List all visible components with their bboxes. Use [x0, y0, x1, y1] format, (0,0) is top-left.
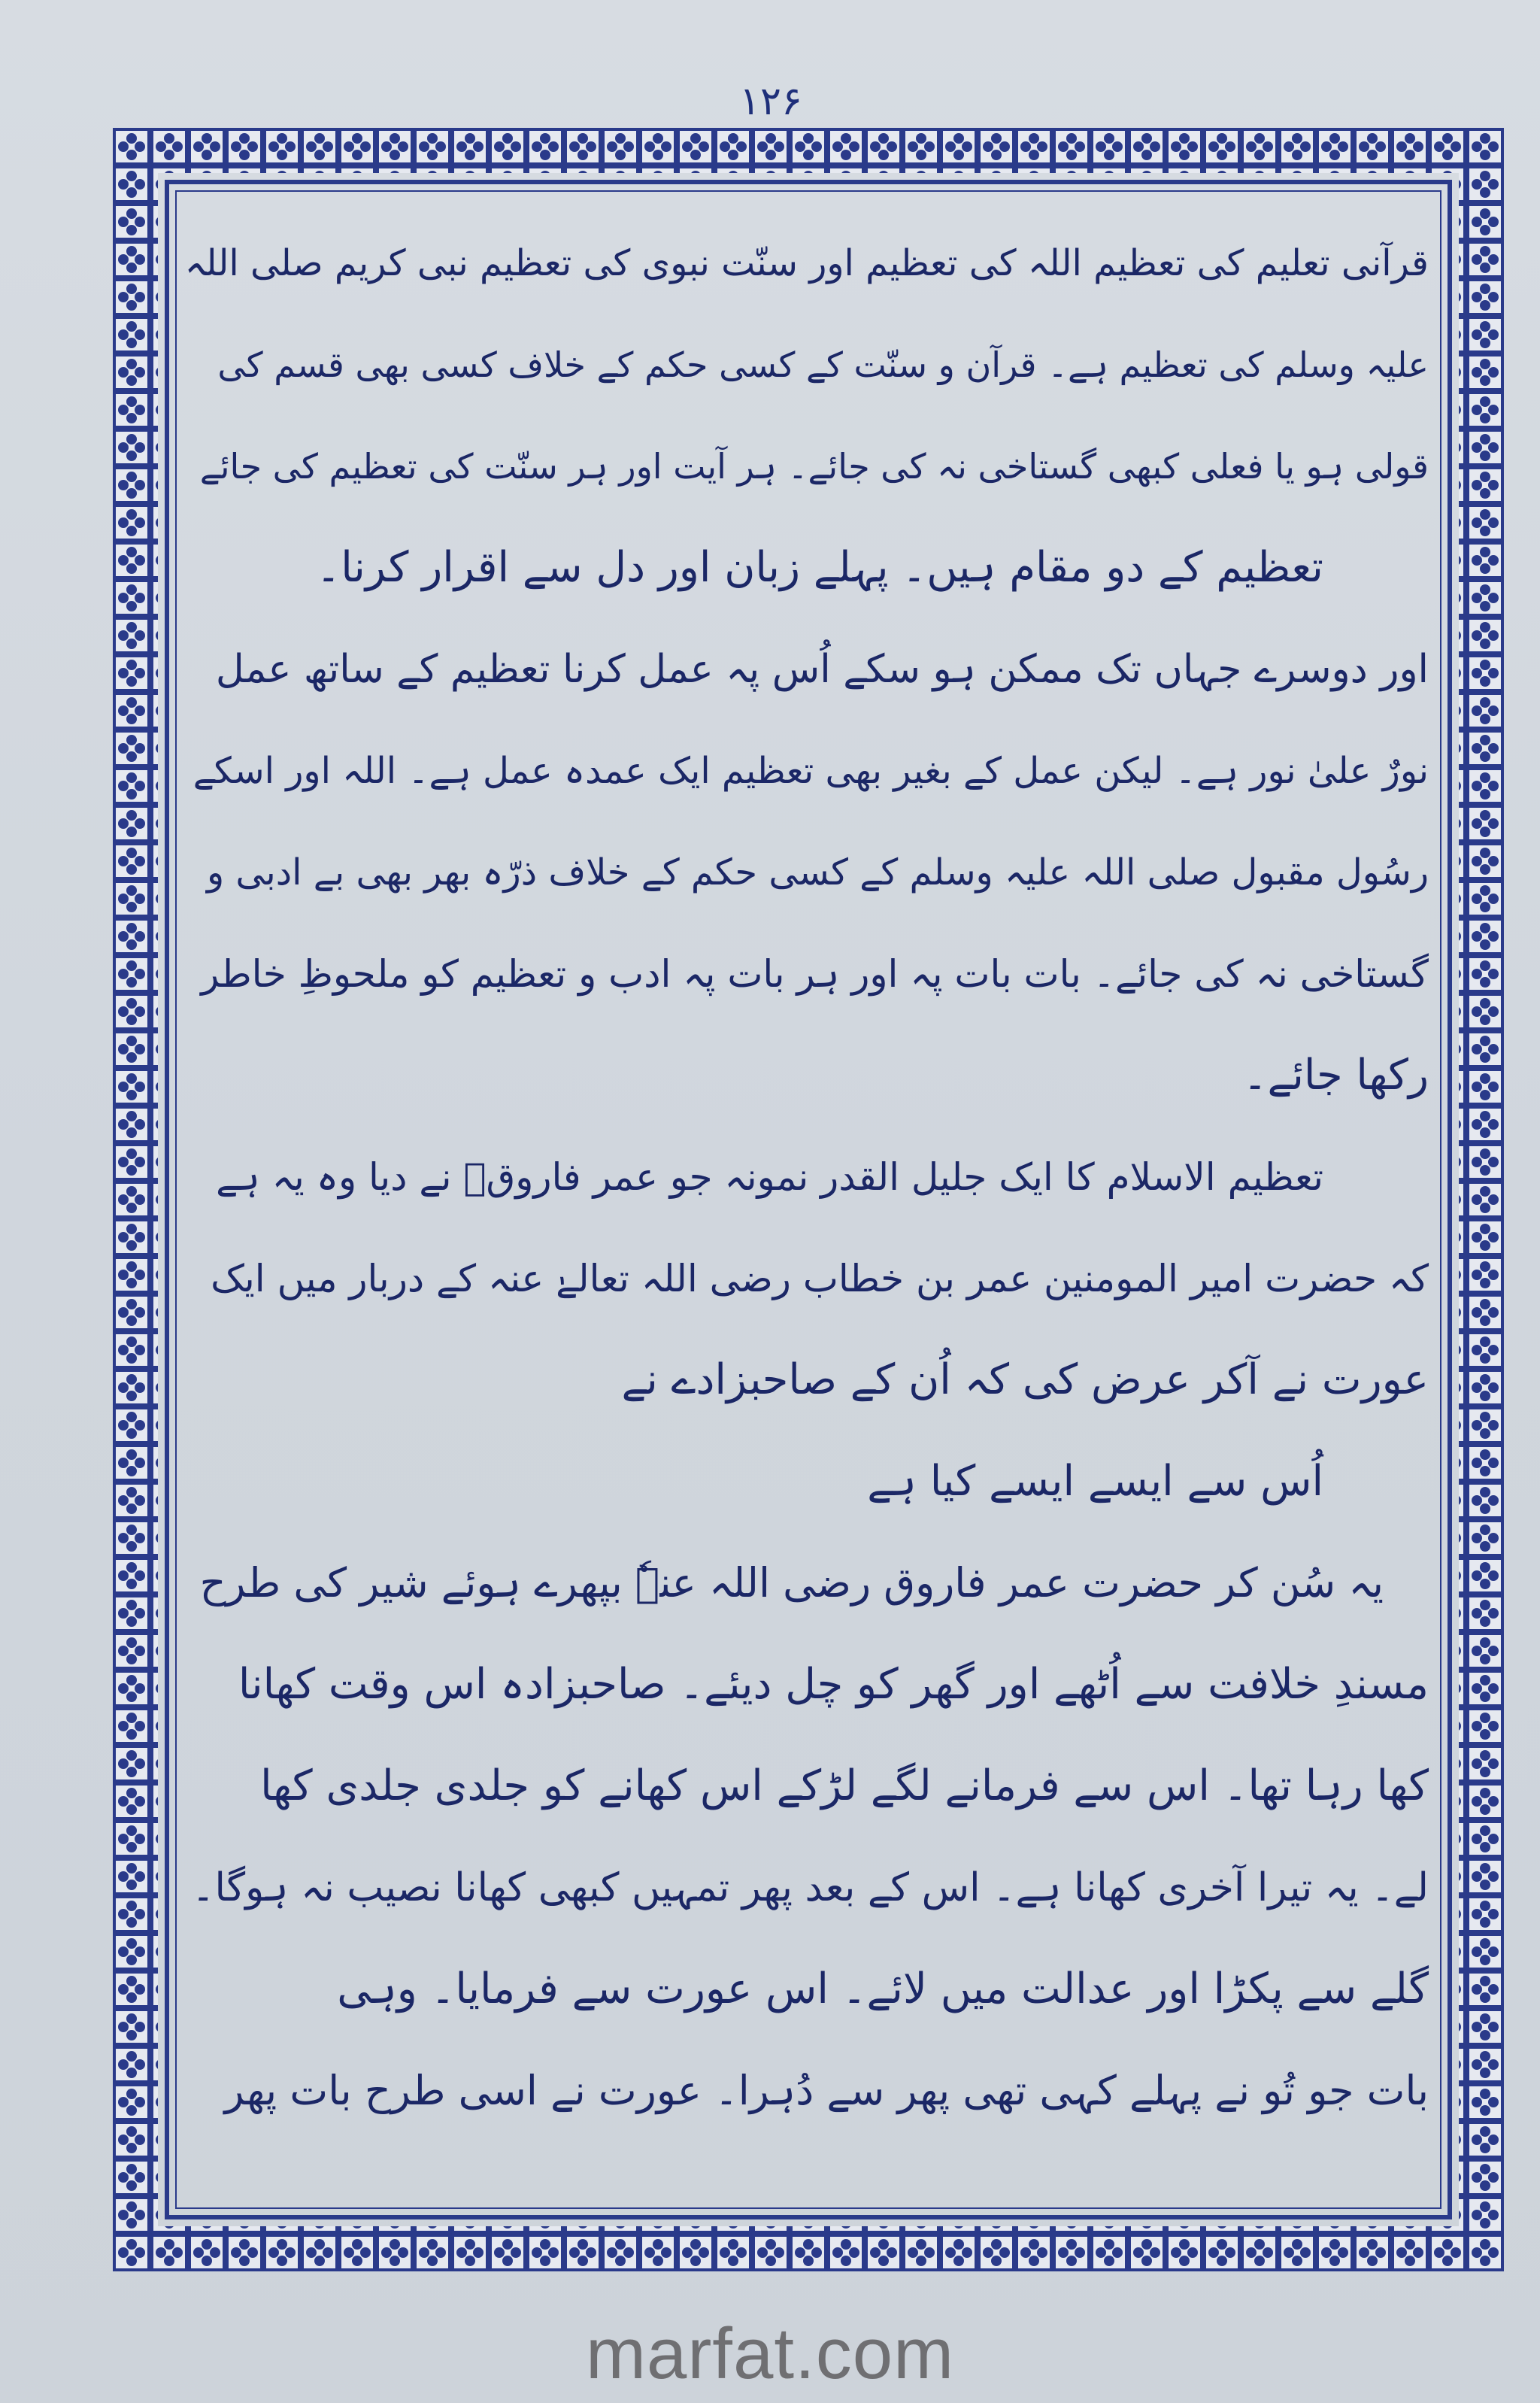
text-line: اور دوسرے جہاں تک ممکن ہو سکے اُس پہ عمل کرنا تعظیم کے ساتھ عمل: [215, 647, 1429, 692]
text-line: قرآنی تعلیم کی تعظیم اللہ کی تعظیم اور سنّت نبوی کی تعظیم نبی کریم صلی اللہ: [184, 242, 1429, 284]
site-watermark: marfat.com: [585, 2313, 955, 2394]
text-line: کہ حضرت امیر المومنین عمر بن خطاب رضی اللہ تعالےٰ عنہ کے دربار میں ایک: [211, 1257, 1429, 1300]
text-line: عورت نے آکر عرض کی کہ اُن کے صاحبزادے نے: [621, 1355, 1429, 1404]
text-line: اُس سے ایسے ایسے کیا ہے: [867, 1457, 1323, 1506]
text-line: تعظیم الاسلام کا ایک جلیل القدر نمونہ جو عمر فاروقؓ نے دیا وہ یہ ہے: [216, 1155, 1323, 1199]
text-line: لے۔ یہ تیرا آخری کھانا ہے۔ اس کے بعد پھر تمہیں کبھی کھانا نصیب نہ ہوگا۔: [192, 1865, 1429, 1910]
text-line: قولی ہو یا فعلی کبھی گستاخی نہ کی جائے۔ ہر آیت اور ہر سنّت کی تعظیم کی جائے: [199, 446, 1429, 487]
text-line: نورٌ علیٰ نور ہے۔ لیکن عمل کے بغیر بھی تعظیم ایک عمدہ عمل ہے۔ اللہ اور اسکے: [192, 750, 1429, 792]
text-line: تعظیم کے دو مقام ہیں۔ پہلے زبان اور دل سے اقرار کرنا۔: [316, 543, 1323, 592]
page-number: ۱۲۶: [739, 79, 802, 124]
text-line: رکھا جائے۔: [1242, 1051, 1429, 1100]
text-line: رسُول مقبول صلی اللہ علیہ وسلم کے کسی حکم کے خلاف ذرّہ بھر بھی بے ادبی و: [206, 851, 1429, 894]
text-line: گلے سے پکڑا اور عدالت میں لائے۔ اس عورت سے فرمایا۔ وہی: [337, 1965, 1429, 2013]
text-line: یہ سُن کر حضرت عمر فاروق رضی اللہ عنہٗ بپھرے ہوئے شیر کی طرح: [199, 1559, 1384, 1607]
text-line: کھا رہا تھا۔ اس سے فرمانے لگے لڑکے اس کھانے کو جلدی جلدی کھا: [260, 1761, 1429, 1810]
text-line: بات جو تُو نے پہلے کہی تھی پھر سے دُہرا۔ عورت نے اسی طرح بات پھر: [224, 2067, 1429, 2114]
text-line: گستاخی نہ کی جائے۔ بات بات پہ اور ہر بات پہ ادب و تعظیم کو ملحوظِ خاطر: [201, 952, 1429, 996]
text-line: علیہ وسلم کی تعظیم ہے۔ قرآن و سنّت کے کسی حکم کے خلاف کسی بھی قسم کی: [217, 344, 1429, 385]
text-line: مسندِ خلافت سے اُٹھے اور گھر کو چل دیئے۔ صاحبزادہ اس وقت کھانا: [238, 1660, 1429, 1709]
urdu-body-text: [180, 226, 1429, 2181]
